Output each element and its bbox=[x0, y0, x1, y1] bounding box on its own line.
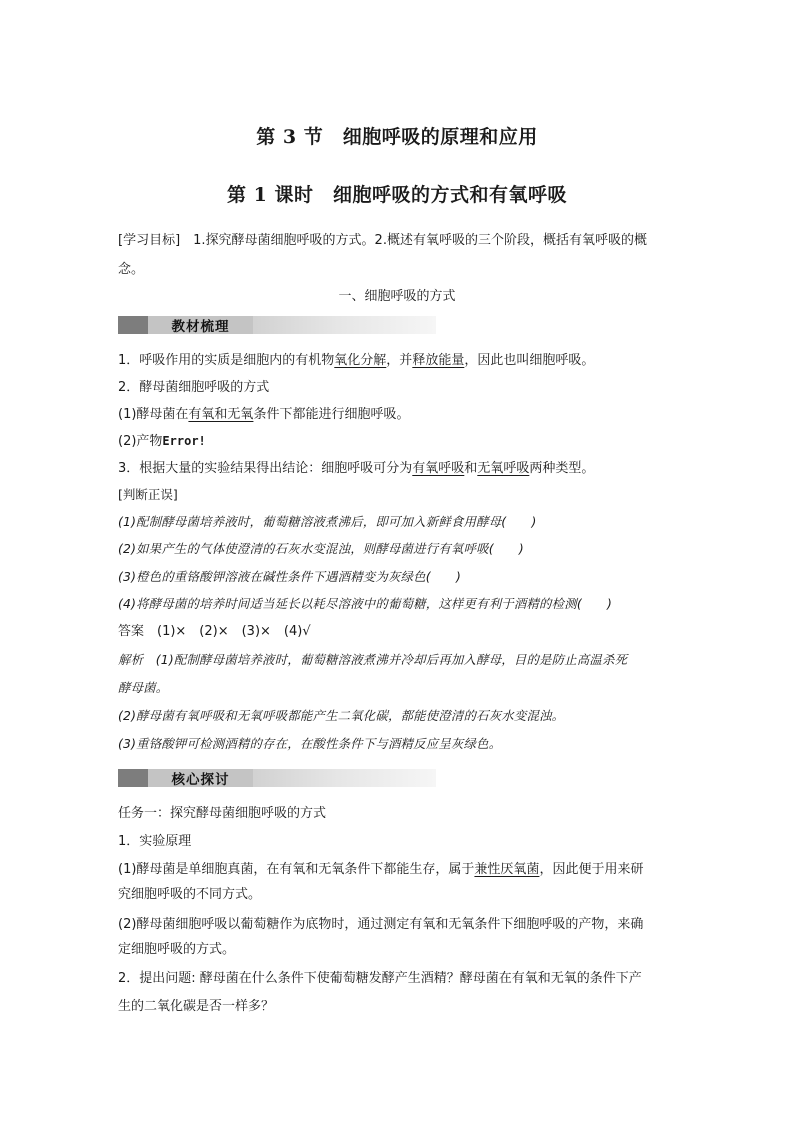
text: 3．根据大量的实验结果得出结论：细胞呼吸可分为 bbox=[118, 461, 413, 476]
text: 1．呼吸作用的实质是细胞内的有机物 bbox=[118, 353, 335, 368]
section-bar-label: 教材梳理 bbox=[148, 316, 253, 334]
text: 和 bbox=[464, 461, 478, 476]
principle-2-cont: 定细胞呼吸的方式。 bbox=[118, 942, 236, 957]
text: (2)产物 bbox=[118, 434, 163, 449]
principle-1-cont: 究细胞呼吸的不同方式。 bbox=[118, 887, 262, 902]
judge-label: [判断正误] bbox=[118, 487, 178, 502]
text: ，因此便于用来研 bbox=[539, 862, 644, 877]
analysis-1: 解析 (1)配制酵母菌培养液时，葡萄糖溶液煮沸并冷却后再加入酵母，目的是防止高温杀死 bbox=[118, 652, 628, 667]
underlined-term: 无氧呼吸 bbox=[477, 461, 530, 476]
learning-objectives-cont: 念。 bbox=[118, 262, 145, 277]
section-bar-core bbox=[118, 769, 436, 787]
underlined-term: 氧化分解 bbox=[334, 353, 387, 368]
section-heading: 一、细胞呼吸的方式 bbox=[338, 289, 456, 304]
underlined-term: 释放能量 bbox=[412, 353, 465, 368]
text: ，因此也叫细胞呼吸。 bbox=[464, 353, 595, 368]
text: ，并 bbox=[386, 353, 413, 368]
text: 两种类型。 bbox=[529, 461, 595, 476]
statement-3 bbox=[118, 454, 678, 483]
principle-2: (2)酵母菌细胞呼吸以葡萄糖作为底物时，通过测定有氧和无氧条件下细胞呼吸的产物，来确 bbox=[118, 917, 644, 932]
text: (1)酵母菌是单细胞真菌，在有氧和无氧条件下都能生存，属于 bbox=[118, 862, 475, 877]
lesson-subtitle: 第 1 课时 细胞呼吸的方式和有氧呼吸 bbox=[227, 184, 567, 206]
question-cont: 生的二氧化碳是否一样多？ bbox=[118, 999, 275, 1014]
page-title: 第 3 节 细胞呼吸的原理和应用 bbox=[256, 126, 538, 148]
task-1-heading: 任务一：探究酵母菌细胞呼吸的方式 bbox=[118, 806, 327, 821]
error-text: Error! bbox=[162, 434, 206, 448]
statement-2: 2．酵母菌细胞呼吸的方式 bbox=[118, 380, 270, 395]
judge-item-1: (1)配制酵母菌培养液时，葡萄糖溶液煮沸后，即可加入新鲜食用酵母( ) bbox=[118, 514, 537, 529]
judge-item-3: (3)橙色的重铬酸钾溶液在碱性条件下遇酒精变为灰绿色( ) bbox=[118, 569, 461, 584]
question: 2．提出问题: 酵母菌在什么条件下使葡萄糖发酵产生酒精？酵母菌在有氧和无氧的条件下产 bbox=[118, 971, 642, 986]
text: 条件下都能进行细胞呼吸。 bbox=[253, 407, 410, 422]
text: (1)酵母菌在 bbox=[118, 407, 189, 422]
underlined-term: 有氧和无氧 bbox=[188, 407, 254, 422]
section-bar-textbook bbox=[118, 316, 436, 334]
analysis-1-cont: 酵母菌。 bbox=[118, 680, 169, 695]
statement-2-2 bbox=[118, 427, 678, 456]
underlined-term: 有氧呼吸 bbox=[412, 461, 465, 476]
underlined-term: 兼性厌氧菌 bbox=[474, 862, 540, 877]
principle-heading: 1．实验原理 bbox=[118, 834, 192, 849]
section-bar-label: 核心探讨 bbox=[148, 769, 253, 787]
analysis-2: (2)酵母菌有氧呼吸和无氧呼吸都能产生二氧化碳，都能使澄清的石灰水变混浊。 bbox=[118, 708, 565, 723]
judge-item-4: (4)将酵母菌的培养时间适当延长以耗尽溶液中的葡萄糖，这样更有利于酒精的检测( ) bbox=[118, 596, 613, 611]
judge-item-2: (2)如果产生的气体使澄清的石灰水变混浊，则酵母菌进行有氧呼吸( ) bbox=[118, 541, 524, 556]
statement-2-1 bbox=[118, 400, 678, 429]
analysis-3: (3)重铬酸钾可检测酒精的存在，在酸性条件下与酒精反应呈灰绿色。 bbox=[118, 736, 502, 751]
learning-objectives: [学习目标] 1.探究酵母菌细胞呼吸的方式。2.概述有氧呼吸的三个阶段，概括有氧呼吸的概 bbox=[118, 233, 647, 248]
answer-line: 答案 (1)× (2)× (3)× (4)√ bbox=[118, 624, 311, 639]
statement-1 bbox=[118, 346, 678, 375]
